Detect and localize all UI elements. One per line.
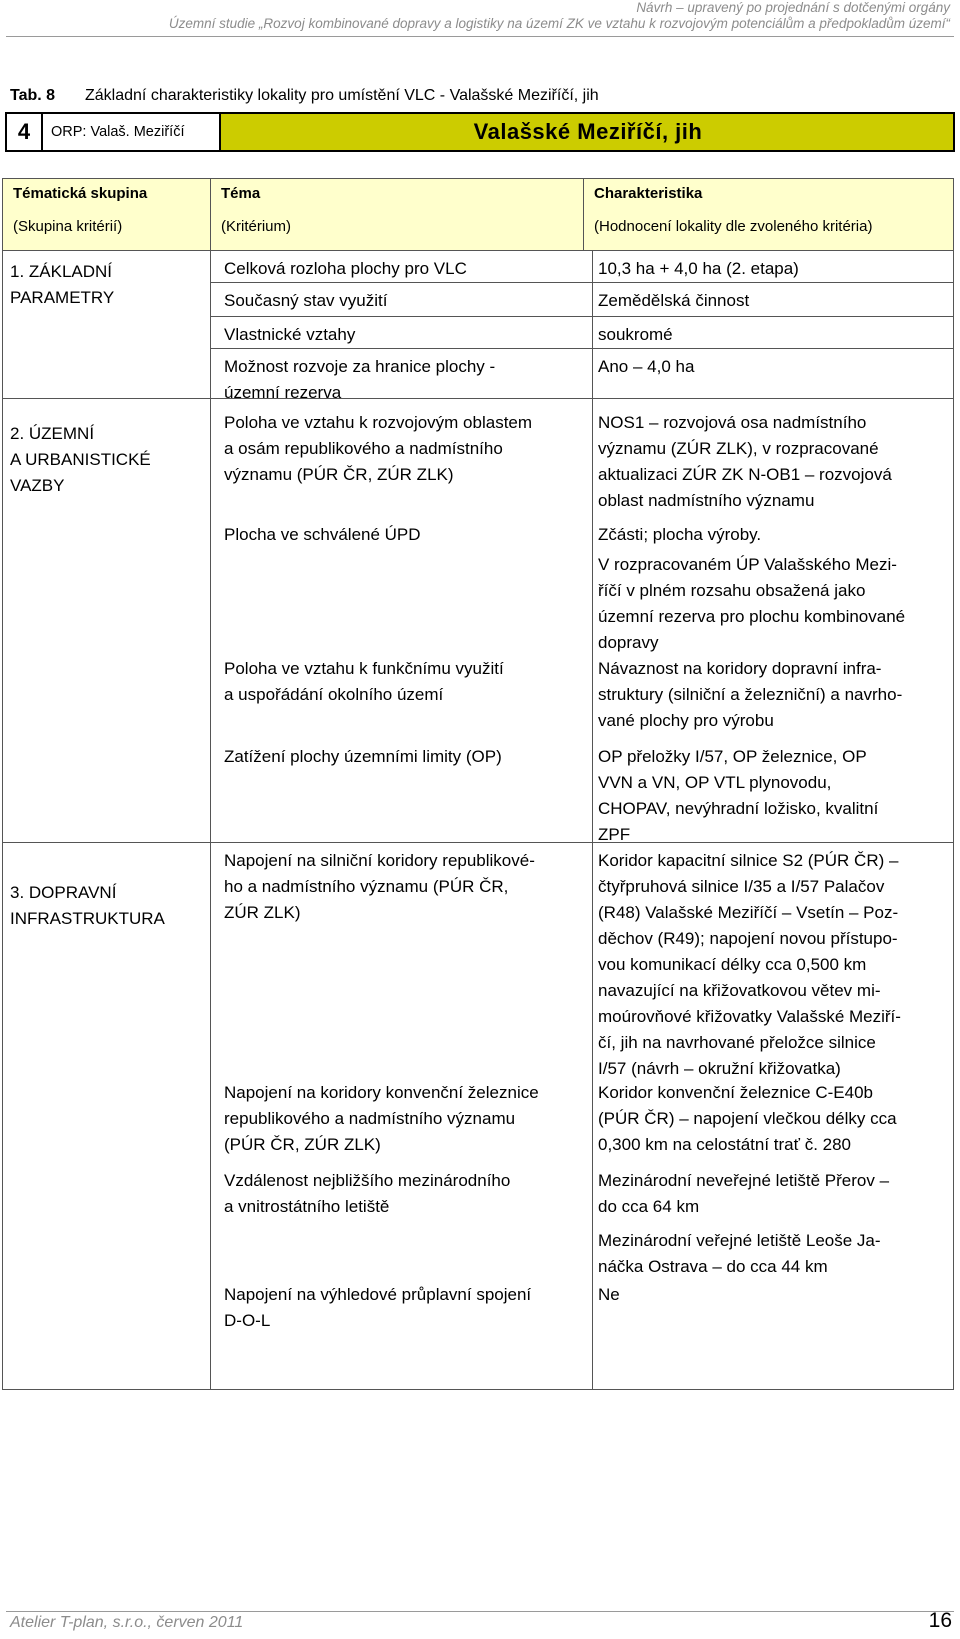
criterion-line: Poloha ve vztahu k funkčnímu využití [224,659,504,678]
criterion-line: (PÚR ČR, ZÚR ZLK) [224,1135,381,1154]
header-topic-subtitle: (Kritérium) [221,218,291,235]
characteristic-cell [598,744,950,848]
criterion-line: Současný stav využití [224,291,388,310]
group-label-line: A URBANISTICKÉ [10,450,151,469]
characteristic-cell [598,848,950,1082]
criterion-line: D-O-L [224,1311,271,1330]
group-label-line: INFRASTRUKTURA [10,909,165,928]
header-group-subtitle: (Skupina kritérií) [13,218,123,235]
characteristic-line: Návaznost na koridory dopravní infra- [598,659,882,678]
criterion-cell [224,1168,586,1220]
characteristic-cell [598,288,950,314]
characteristic-line: děchov (R49); napojení novou přístupo- [598,929,898,948]
criterion-cell [224,354,586,406]
table-border-bottom [2,1389,954,1390]
locality-orp: ORP: Valaš. Meziříčí [43,114,221,150]
criterion-line: Vlastnické vztahy [224,325,356,344]
criterion-line: Celková rozloha plochy pro VLC [224,259,467,278]
table-number: Tab. 8 [10,87,56,104]
characteristic-line: 10,3 ha + 4,0 ha (2. etapa) [598,259,799,278]
row-divider [210,316,954,317]
characteristic-line: soukromé [598,325,673,344]
criterion-line: ho a nadmístního významu (PÚR ČR, [224,877,509,896]
characteristic-cell [598,322,950,348]
characteristic-line: významu (ZÚR ZLK), v rozpracované [598,439,879,458]
criterion-cell [224,288,586,314]
group-label-line: 1. ZÁKLADNÍ [10,262,113,281]
row-divider [210,348,954,349]
characteristic-cell [598,410,950,514]
group-label-line: PARAMETRY [10,288,115,307]
characteristic-line: 0,300 km na celostátní trať č. 280 [598,1135,852,1154]
locality-name: Valašské Meziříčí, jih [473,119,703,144]
characteristic-line: aktualizaci ZÚR ZK N-OB1 – rozvojová [598,465,892,484]
criterion-line: Zatížení plochy územními limity (OP) [224,747,502,766]
characteristic-cell [598,1282,950,1308]
header-characteristic-column [584,179,953,250]
locality-bar [5,112,955,152]
criterion-line: Vzdálenost nejbližšího mezinárodního [224,1171,511,1190]
characteristic-cell [598,656,950,734]
header-divider [6,36,954,37]
characteristic-line: (R48) Valašské Meziříčí – Vsetín – Poz- [598,903,899,922]
characteristic-cell [598,1168,950,1280]
characteristic-line: (PÚR ČR) – napojení vlečkou délky cca [598,1109,897,1128]
header-topic-column [211,179,584,250]
characteristic-line: vou komunikací délky cca 0,500 km [598,955,867,974]
running-header-line-1: Návrh – upravený po projednání s dotčenými orgány [636,0,950,15]
row-divider [210,282,954,283]
criterion-line: Poloha ve vztahu k rozvojovým oblastem [224,413,533,432]
characteristic-cell [598,522,950,656]
group-label-line: 3. DOPRAVNÍ [10,883,117,902]
criterion-line: Napojení na silniční koridory republikové- [224,851,535,870]
characteristic-line: OP přeložky I/57, OP železnice, OP [598,747,867,766]
characteristic-line: Koridor kapacitní silnice S2 (PÚR ČR) – [598,851,899,870]
criterion-line: Napojení na výhledové průplavní spojení [224,1285,532,1304]
criterion-line: významu (PÚR ČR, ZÚR ZLK) [224,465,454,484]
characteristic-line: CHOPAV, nevýhradní ložisko, kvalitní [598,799,879,818]
characteristic-line: moúrovňové křižovatky Valašské Meziří- [598,1007,901,1026]
criterion-line: ZÚR ZLK) [224,903,301,922]
criterion-cell [224,1282,586,1334]
table-border-right [953,250,954,1390]
characteristic-line: Zemědělská činnost [598,291,750,310]
group-territorial-relations [10,421,205,499]
characteristic-line: Zčásti; plocha výroby. [598,525,762,544]
characteristic-line: I/57 (návrh – okružní křižovatka) [598,1059,841,1078]
characteristic-line: vané plochy pro výrobu [598,711,774,730]
header-characteristic-title: Charakteristika [594,185,703,202]
footer-company-date: Atelier T-plan, s.r.o., červen 2011 [10,1614,244,1631]
characteristic-line: čtyřpruhová silnice I/35 a I/57 Palačov [598,877,885,896]
characteristic-line: náčka Ostrava – do cca 44 km [598,1257,828,1276]
table-border-left [2,250,3,1390]
characteristic-cell [598,1080,950,1158]
criterion-cell [224,410,586,488]
criterion-cell [224,322,586,348]
footer-divider [6,1611,954,1612]
header-group-title: Tématická skupina [13,185,148,202]
characteristic-line: čí, jih na navrhované přeložce silnice [598,1033,876,1052]
characteristic-line: Koridor konvenční železnice C-E40b [598,1083,873,1102]
characteristic-line: říčí v plném rozsahu obsažená jako [598,581,866,600]
criterion-line: a osám republikového a nadmístního [224,439,503,458]
characteristic-cell [598,256,950,282]
group-basic-parameters [10,259,205,311]
column-divider-2 [592,250,593,1390]
group-label-line: 2. ÚZEMNÍ [10,424,95,443]
criterion-cell [224,522,586,548]
header-group-column [3,179,211,250]
criterion-line: Možnost rozvoje za hranice plochy - [224,357,496,376]
characteristic-line: do cca 64 km [598,1197,700,1216]
characteristic-line: územní rezerva pro plochu kombinované [598,607,906,626]
characteristic-line: dopravy [598,633,659,652]
characteristic-line: Ano – 4,0 ha [598,357,695,376]
criterion-line: a vnitrostátního letiště [224,1197,390,1216]
characteristic-line: Mezinárodní veřejné letiště Leoše Ja- [598,1231,881,1250]
header-topic-title: Téma [221,185,261,202]
criterion-cell [224,848,586,926]
criterion-cell [224,256,586,282]
characteristic-line: struktury (silniční a železniční) a navrho- [598,685,903,704]
characteristic-line: oblast nadmístního významu [598,491,815,510]
criterion-line: Napojení na koridory konvenční železnice [224,1083,539,1102]
characteristic-line: navazující na křižovatkovou větev mi- [598,981,881,1000]
table-header-row [2,178,954,251]
criterion-line: Plocha ve schválené ÚPD [224,525,421,544]
running-header-line-2: Územní studie „Rozvoj kombinované dopravy a logistiky na území ZK ve vztahu k rozvojovým potenciálům a předpokladům území“ [168,16,950,31]
table-caption [10,87,599,105]
characteristic-line: ZPF [598,825,631,844]
group-label-line: VAZBY [10,476,65,495]
characteristic-line: NOS1 – rozvojová osa nadmístního [598,413,867,432]
characteristic-line: V rozpracovaném ÚP Valašského Mezi- [598,555,897,574]
page-number: 16 [928,1609,952,1632]
group-transport-infrastructure [10,880,205,932]
criterion-line: republikového a nadmístního významu [224,1109,516,1128]
criterion-cell [224,744,586,770]
header-characteristic-subtitle: (Hodnocení lokality dle zvoleného kritéria) [594,218,873,235]
table-caption-text: Základní charakteristiky lokality pro umístění VLC - Valašské Meziříčí, jih [85,87,599,104]
locality-number: 4 [7,114,43,150]
characteristic-line: Ne [598,1285,620,1304]
criterion-line: a uspořádání okolního území [224,685,444,704]
characteristic-cell [598,354,950,380]
criterion-line: územní rezerva [224,383,342,402]
characteristic-line: VVN a VN, OP VTL plynovodu, [598,773,832,792]
criterion-cell [224,1080,586,1158]
characteristic-line: Mezinárodní neveřejné letiště Přerov – [598,1171,890,1190]
criterion-cell [224,656,586,708]
column-divider-1 [210,250,211,1390]
